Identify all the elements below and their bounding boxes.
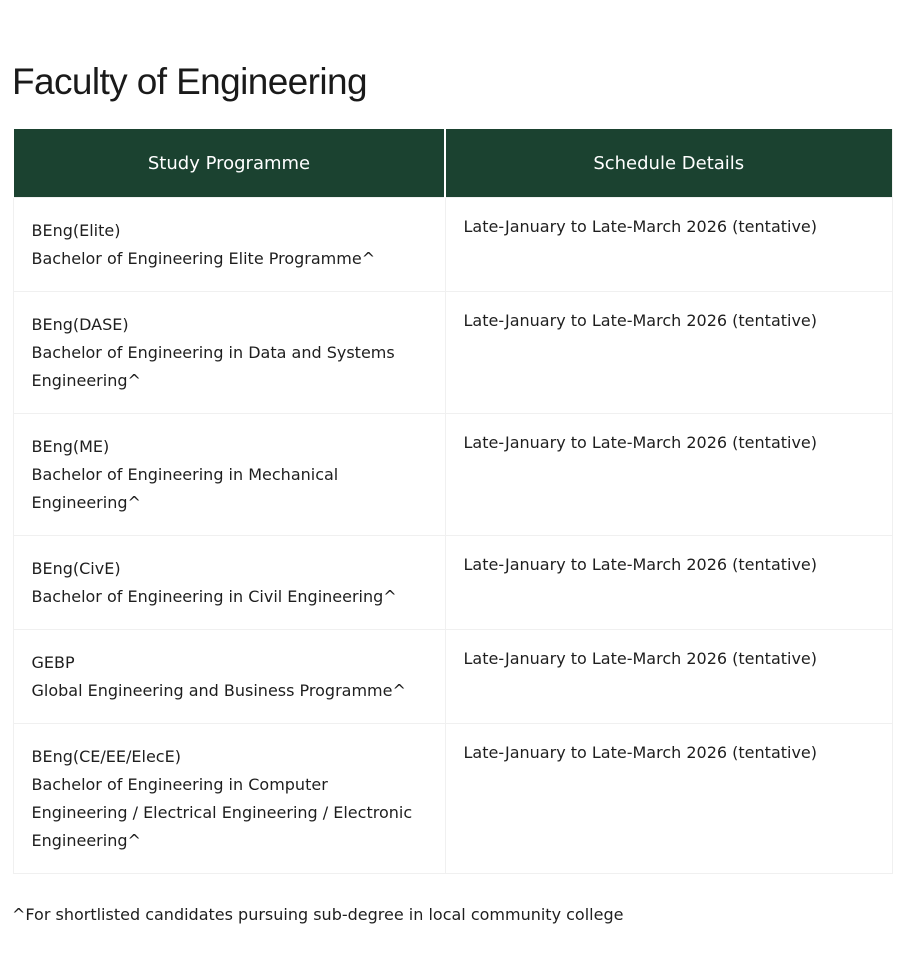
- programme-name: Global Engineering and Business Programme^: [31, 681, 406, 700]
- programme-code: BEng(CE/EE/ElecE): [31, 747, 181, 766]
- programme-cell: [13, 198, 445, 292]
- programme-name: Bachelor of Engineering in Mechanical Engineering^: [31, 465, 339, 512]
- programme-cell: [13, 536, 445, 630]
- programme-code: BEng(ME): [31, 437, 110, 456]
- programme-name: Bachelor of Engineering Elite Programme^: [31, 249, 376, 268]
- table-row: [13, 198, 892, 292]
- programme-cell: [13, 414, 445, 536]
- table-row: [13, 536, 892, 630]
- table-header-row: [13, 129, 892, 198]
- table-row: [13, 414, 892, 536]
- programme-cell: [13, 724, 445, 874]
- schedule-cell: Late-January to Late-March 2026 (tentative): [445, 292, 892, 414]
- programme-name: Bachelor of Engineering in Civil Engineering^: [31, 587, 397, 606]
- schedule-cell: Late-January to Late-March 2026 (tentative): [445, 724, 892, 874]
- schedule-cell: Late-January to Late-March 2026 (tentative): [445, 414, 892, 536]
- programme-schedule-table: [12, 129, 893, 874]
- programme-name: Bachelor of Engineering in Computer Engineering / Electrical Engineering / Electronic Engineering^: [31, 775, 413, 850]
- programme-cell: [13, 630, 445, 724]
- table-row: [13, 630, 892, 724]
- column-header-schedule-details: Schedule Details: [445, 129, 892, 198]
- programme-code: BEng(Elite): [31, 221, 121, 240]
- page-title: Faculty of Engineering: [12, 61, 367, 102]
- programme-code: GEBP: [31, 653, 75, 672]
- schedule-cell: Late-January to Late-March 2026 (tentative): [445, 198, 892, 292]
- programme-code: BEng(CivE): [31, 559, 121, 578]
- footnote: ^For shortlisted candidates pursuing sub-degree in local community college: [12, 905, 624, 924]
- programme-cell: [13, 292, 445, 414]
- table-row: [13, 724, 892, 874]
- schedule-cell: Late-January to Late-March 2026 (tentative): [445, 536, 892, 630]
- schedule-cell: Late-January to Late-March 2026 (tentative): [445, 630, 892, 724]
- programme-name: Bachelor of Engineering in Data and Systems Engineering^: [31, 343, 395, 390]
- programme-code: BEng(DASE): [31, 315, 129, 334]
- column-header-study-programme: Study Programme: [13, 129, 445, 198]
- table-row: [13, 292, 892, 414]
